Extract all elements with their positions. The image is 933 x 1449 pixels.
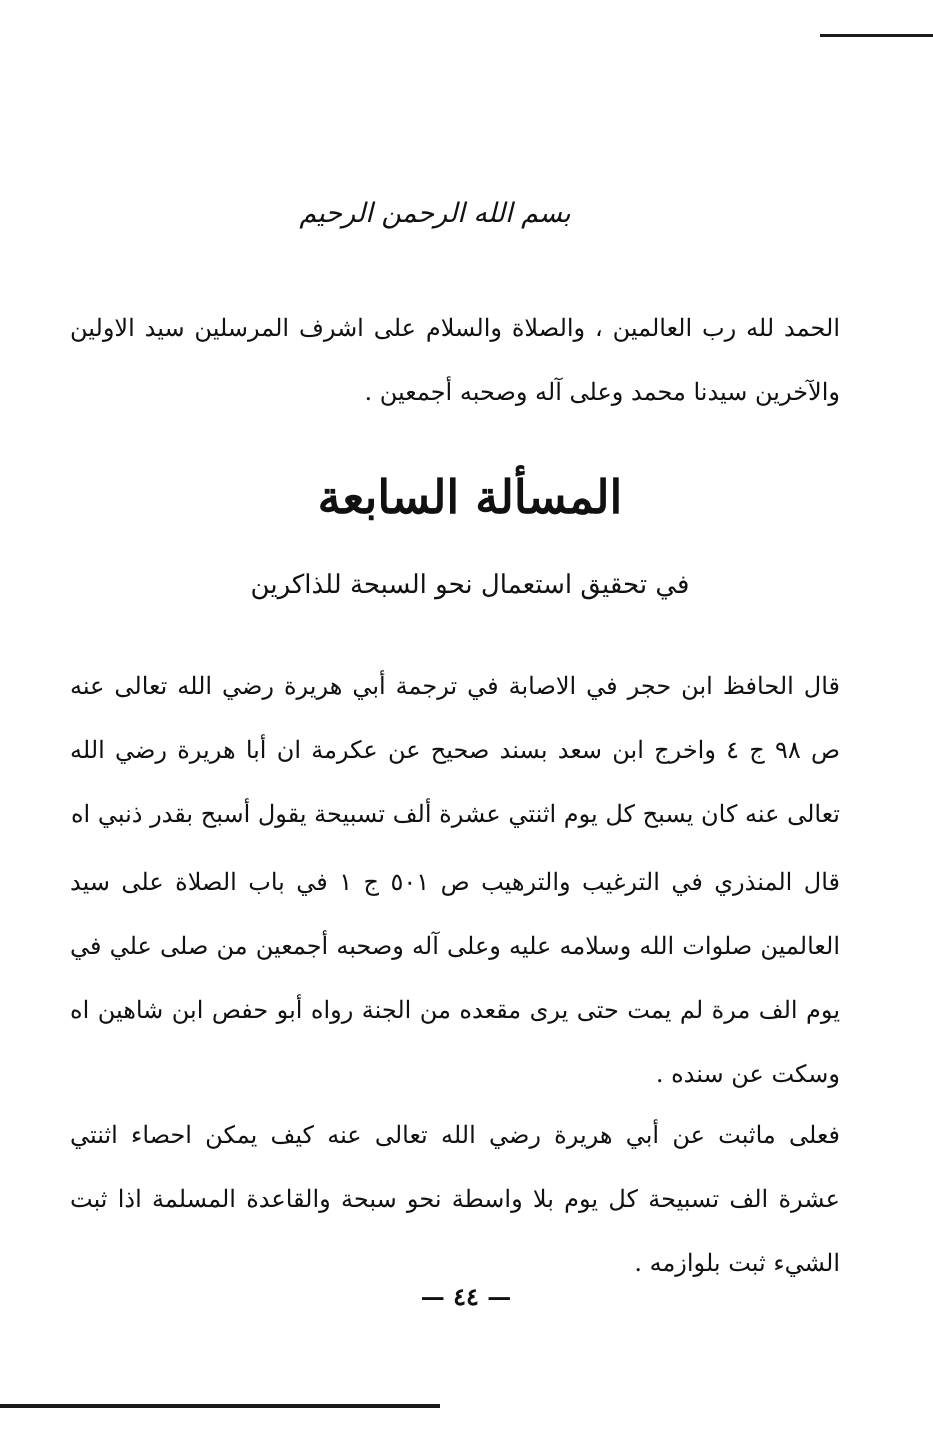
paragraph-text: قال المنذري في الترغيب والترهيب ص ٥٠١ ج ١ في باب الصلاة على سيد العالمين صلوات الله وسلامه عليه وعلى آله وصحبه أجمعين من صلى علي في يوم الف مرة لم يمت حتى يرى مقعده من الجنة رواه أبو حفص ابن شاهين اه وسكت عن سنده . [70, 868, 840, 1088]
scan-edge-line-top [820, 34, 933, 37]
paragraph-text: فعلى ماثبت عن أبي هريرة رضي الله تعالى عنه كيف يمكن احصاء اثنتي عشرة الف تسبيحة كل يوم بلا واسطة نحو سبحة والقاعدة المسلمة اذا ثبت الشيء ثبت بلوازمه . [70, 1121, 840, 1277]
page-number: — ٤٤ — [420, 1282, 512, 1311]
chapter-title: المسألة السابعة [317, 470, 623, 524]
body-paragraph-1 [70, 654, 840, 846]
scan-edge-line-bottom [0, 1404, 440, 1408]
chapter-subtitle: في تحقيق استعمال نحو السبحة للذاكرين [250, 570, 690, 600]
body-paragraph-3 [70, 1103, 840, 1295]
intro-text: الحمد لله رب العالمين ، والصلاة والسلام على اشرف المرسلين سيد الاولين والآخرين سيدنا محمد وعلى آله وصحبه أجمعين . [70, 314, 840, 406]
paragraph-text: قال الحافظ ابن حجر في الاصابة في ترجمة أبي هريرة رضي الله تعالى عنه ص ٩٨ ج ٤ واخرج ابن سعد بسند صحيح عن عكرمة ان أبا هريرة رضي الله تعالى عنه كان يسبح كل يوم اثنتي عشرة ألف تسبيحة يقول أسبح بقدر ذنبي اه [70, 672, 841, 828]
body-paragraph-2 [70, 850, 840, 1106]
bismillah-heading: بسم الله الرحمن الرحيم [299, 198, 571, 229]
intro-paragraph [70, 296, 840, 424]
